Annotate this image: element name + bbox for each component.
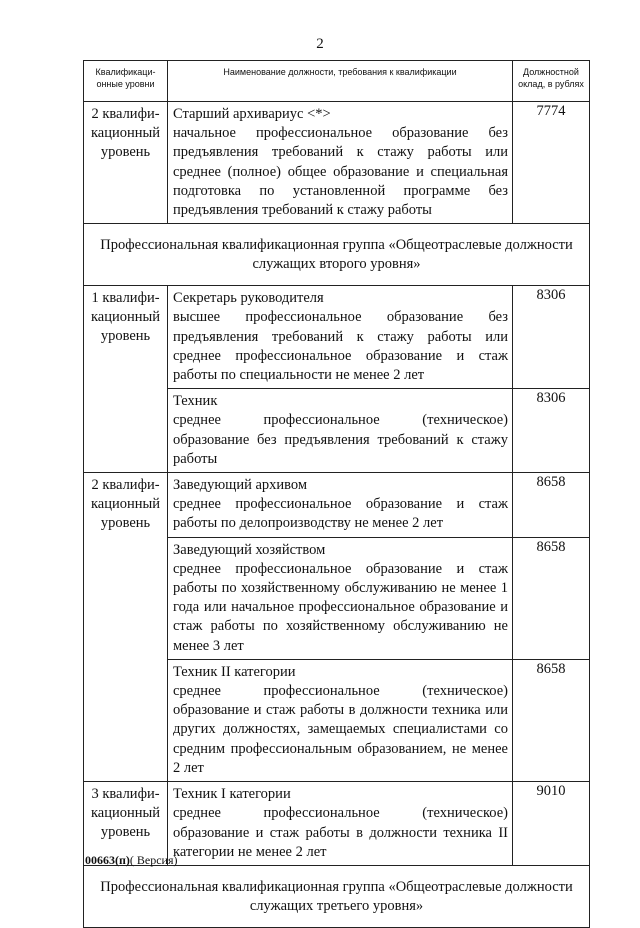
- document-version: ( Версия): [129, 853, 178, 867]
- table-row: [84, 102, 590, 224]
- salary-cell: 8306: [513, 389, 590, 473]
- group-title: Профессиональная квалификационная группа «Общеотраслевые должности служащих третьего уровня»: [84, 865, 590, 927]
- salary-cell: 8658: [513, 537, 590, 659]
- position-title: Техник I категории: [173, 786, 291, 803]
- position-title: Техник: [173, 393, 218, 410]
- group-title: Профессиональная квалификационная группа «Общеотраслевые должности служащих второго уровня»: [84, 224, 590, 286]
- group-row: [84, 865, 590, 927]
- salary-cell: 7774: [513, 102, 590, 224]
- position-requirements: среднее профессиональное образование и стаж работы по хозяйственному обслуживанию не менее 1 года или начальное профессиональное образование и стаж работы по хозяйственному обслуживанию не менее 3 лет: [173, 560, 508, 654]
- salary-cell: 8658: [513, 659, 590, 781]
- header-salary: Должностной оклад, в рублях: [513, 61, 590, 102]
- salary-cell: 9010: [513, 782, 590, 866]
- level-cell: 1 квалифи-кационный уровень: [84, 286, 168, 473]
- position-cell: [168, 389, 513, 473]
- position-title: Старший архивариус <*>: [173, 106, 331, 122]
- document-footer: [85, 853, 178, 868]
- salary-cell: 8306: [513, 286, 590, 389]
- table-row: [84, 286, 590, 389]
- position-cell: [168, 537, 513, 659]
- group-row: [84, 224, 590, 286]
- table-header-row: [84, 61, 590, 102]
- table-row: [84, 473, 590, 538]
- position-cell: [168, 782, 513, 866]
- position-cell: [168, 473, 513, 538]
- header-position: Наименование должности, требования к квалификации: [168, 61, 513, 102]
- position-requirements: среднее профессиональное (техническое) образование и стаж работы в должности техника или других должностях, замещаемых специалистами со средним профессиональным образованием, не менее 2 лет: [173, 683, 508, 776]
- page-number: 2: [316, 36, 324, 52]
- position-requirements: среднее профессиональное образование и стаж работы по делопроизводству не менее 2 лет: [173, 496, 508, 532]
- document-code: 00663(п): [85, 853, 130, 867]
- level-cell: 3 квалифи-кационный уровень: [84, 782, 168, 866]
- position-cell: [168, 102, 513, 224]
- position-requirements: среднее профессиональное (техническое) образование и стаж работы в должности техника II категории не менее 2 лет: [173, 805, 508, 860]
- position-title: Заведующий хозяйством: [173, 541, 326, 558]
- position-title: Секретарь руководителя: [173, 290, 324, 307]
- position-requirements: среднее профессиональное (техническое) образование без предъявления требований к стажу работы: [173, 412, 508, 467]
- position-cell: [168, 286, 513, 389]
- position-requirements: начальное профессиональное образование без предъявления требований к стажу работы или среднее (полное) общее образование и специальная подготовка по установленной программе без предъявления требований к стажу работы: [173, 125, 508, 219]
- position-title: Техник II категории: [173, 663, 296, 680]
- position-cell: [168, 659, 513, 781]
- position-requirements: высшее профессиональное образование без предъявления требований к стажу работы или среднее профессиональное образование и стаж работы по специальности не менее 2 лет: [173, 309, 508, 384]
- level-cell: 2 квалифи-кационный уровень: [84, 473, 168, 782]
- position-title: Заведующий архивом: [173, 477, 308, 494]
- level-cell: 2 квалифи-кационный уровень: [84, 102, 168, 224]
- qualification-table: [83, 60, 590, 928]
- salary-cell: 8658: [513, 473, 590, 538]
- header-level: Квалификаци-онные уровни: [84, 61, 168, 102]
